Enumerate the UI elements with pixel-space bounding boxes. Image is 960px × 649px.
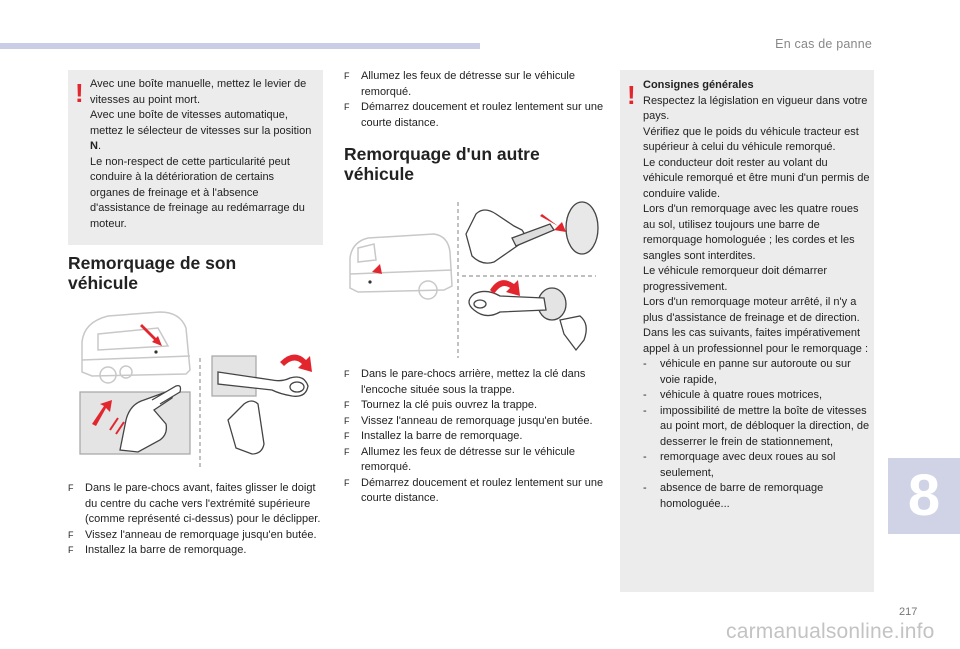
steps-own-list [68, 481, 323, 559]
list-item: - remorquage avec deux roues au sol seulement, [643, 451, 836, 479]
list-item: F Installez la barre de remorquage. [68, 544, 247, 556]
list-item: - absence de barre de remorquage homologuée... [643, 482, 824, 510]
warning-paragraph: Le conducteur doit rester au volant du véhicule remorqué et être muni d'un permis de conduire valide. [643, 156, 870, 200]
list-item: F Installez la barre de remorquage. [344, 430, 523, 442]
warning-text-right [643, 78, 871, 512]
watermark: carmanualsonline.info [726, 620, 935, 643]
page-number: 217 [899, 606, 918, 618]
towing-eye-icon [212, 356, 308, 454]
warning-paragraph: Vérifiez que le poids du véhicule tracteur est supérieur à celui du véhicule remorqué. [643, 125, 859, 153]
warning-paragraph: Dans les cas suivants, faites impérativement appel à un professionnel pour le remorquage : [643, 327, 869, 355]
towing-eye-icon [469, 288, 586, 350]
red-arrow [140, 324, 162, 346]
car-rear-icon [350, 234, 452, 299]
warning-heading: Consignes générales [643, 79, 754, 91]
warning-paragraph: Le véhicule remorqueur doit démarrer progressivement. [643, 265, 828, 293]
list-item: F Vissez l'anneau de remorquage jusqu'en butée. [68, 528, 317, 541]
exclamation-icon: ! [75, 78, 84, 108]
section-title: En cas de panne [775, 37, 872, 51]
list-item: F Démarrez doucement et roulez lentement sur une courte distance. [344, 101, 604, 129]
warning-box-left [68, 70, 323, 245]
warning-paragraph: Respectez la législation en vigueur dans votre pays. [643, 94, 868, 122]
list-item: F Allumez les feux de détresse sur le véhicule remorqué. [344, 70, 575, 98]
warning-box-right [620, 70, 874, 592]
rotate-arrow-icon [280, 354, 312, 372]
list-item: F Démarrez doucement et roulez lentement sur une courte distance. [344, 476, 604, 504]
front-towing-illustration [68, 300, 328, 475]
warning-line: Avec une boîte de vitesses automatique, mettez le sélecteur de vitesses sur la position N. [90, 109, 312, 152]
list-item: F Tournez la clé puis ouvrez la trappe. [344, 399, 538, 411]
list-item: F Dans le pare-chocs arrière, mettez la clé dans l'encoche située sous la trappe. [344, 368, 586, 396]
exclamation-icon: ! [627, 80, 636, 110]
cases-list [643, 357, 871, 512]
warning-text-left [90, 77, 316, 232]
list-item: F Vissez l'anneau de remorquage jusqu'en butée. [344, 414, 593, 427]
list-item: - impossibilité de mettre la boîte de vitesses au point mort, de débloquer la direction, de desserrer le frein de stationnement, [643, 404, 870, 448]
warning-line: Le non-respect de cette particularité peut conduire à la détérioration de certains organes de freinage et à l'absence d'assistance de freinage au redémarrage du moteur. [90, 155, 305, 230]
warning-paragraph: Lors d'un remorquage moteur arrêté, il n'y a plus d'assistance de freinage et de direction. [643, 296, 860, 324]
warning-paragraph: Lors d'un remorquage avec les quatre roues au sol, utilisez toujours une barre de remorquage homologuée ; les cordes et les sangles sont interdites. [643, 203, 859, 262]
rear-towing-illustration [344, 194, 606, 362]
header-accent-bar [0, 43, 480, 49]
list-item: - véhicule en panne sur autoroute ou sur voie rapide, [643, 358, 851, 386]
steps-continued-list [344, 69, 606, 131]
steps-other-list [344, 367, 606, 507]
section-heading-own: Remorquage de son véhicule [68, 253, 237, 293]
red-arrow [362, 254, 382, 274]
list-item: F Allumez les feux de détresse sur le véhicule remorqué. [344, 445, 575, 473]
section-heading-other: Remorquage d'un autre véhicule [344, 144, 540, 184]
chapter-tab: 8 [888, 458, 960, 534]
car-front-icon [82, 312, 190, 383]
key-hand-icon [466, 202, 598, 263]
list-item: - véhicule à quatre roues motrices, [643, 389, 823, 401]
list-item: F Dans le pare-chocs avant, faites glisser le doigt du centre du cache vers l'extrémité supérieure (comme représenté ci-dessus) pour le déclipper. [68, 482, 321, 525]
warning-line: Avec une boîte manuelle, mettez le levier de vitesses au point mort. [90, 78, 307, 106]
